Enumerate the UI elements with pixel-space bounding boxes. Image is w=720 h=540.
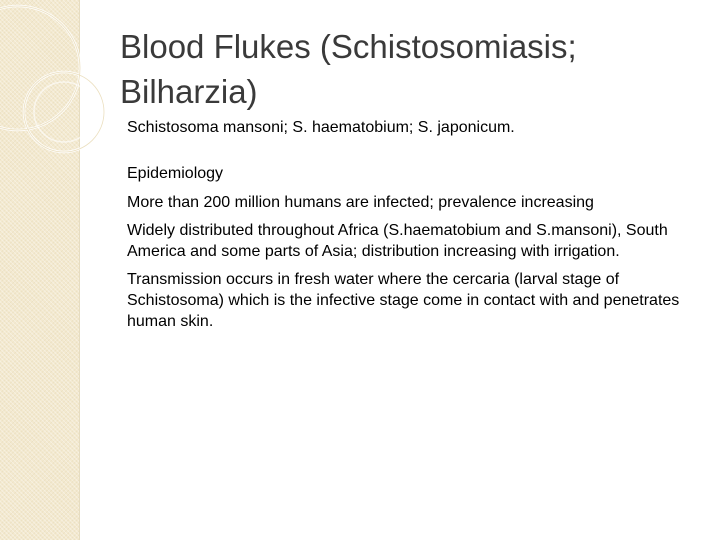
slide-body <box>127 117 697 332</box>
fact-item: More than 200 million humans are infected; prevalence increasing <box>127 194 594 211</box>
fact-item: Transmission occurs in fresh water where the cercaria (larval stage of Schistosoma) which is the infective stage come in contact with and penetrates human skin. <box>127 271 680 330</box>
section-heading: Epidemiology <box>127 165 224 182</box>
slide-title: Blood Flukes (Schistosomiasis; Bilharzia) <box>120 28 577 110</box>
species-line: Schistosoma mansoni; S. haematobium; S. japonicum. <box>127 119 515 136</box>
fact-item: Widely distributed throughout Africa (S.haematobium and S.mansoni), South America and some parts of Asia; distribution increasing with irrigation. <box>127 222 668 260</box>
decorative-side-band <box>0 0 80 540</box>
